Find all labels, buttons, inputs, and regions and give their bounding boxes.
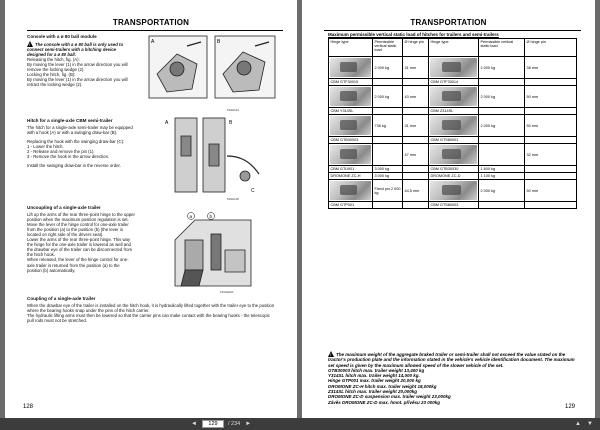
note-line: The maximum weight of the aggregate braked trailer or semi-trailer shall not exceed the value stated on the tractor's production plate and the information stated in the vehicle's vehicle identification document. The maximum set speed is given by the maximum allowed speed of the slower vehicle of the set. (328, 352, 575, 368)
ball-line: By moving the lever (1) in the arrow direction you will retract the locking wedge (2). (27, 77, 128, 88)
ball-hitch-figure (147, 34, 279, 106)
table-row (329, 57, 577, 79)
load-cell: 2 000 kg (373, 86, 403, 108)
pin-cell: 50 mm (525, 115, 577, 137)
right-page-title: TRANSPORTATION (410, 18, 487, 27)
hitch-photo (430, 145, 477, 164)
hitch-load-table (328, 38, 577, 209)
left-page-number: 128 (23, 404, 34, 410)
note-line: Z314SL hitch max. trailer weight 20,000kg (328, 389, 417, 395)
note-line: DROMONE ZC-H hitch max. trailer weight 18,000kg (328, 383, 437, 389)
note-line: Y314SL hitch max. trailer weight 14,000 kg. (328, 373, 420, 379)
svg-text:B: B (229, 120, 233, 126)
table-header-row (329, 39, 577, 57)
hinge-label: CBM GTF30014 (429, 79, 479, 86)
load-cell: 736 kg (373, 115, 403, 137)
next-page-icon[interactable]: ► (245, 421, 252, 427)
hitch-photo (430, 181, 477, 200)
uncoupling-heading: Uncoupling of a single-axle trailer (27, 205, 101, 210)
left-page (5, 0, 297, 418)
note-line: GTB30003 hitch max. trailer weight 13,400 kg (328, 367, 425, 373)
table-label-row (329, 108, 577, 115)
scroll-controls (574, 420, 594, 428)
hinge-label: CBM GTP001 (329, 202, 373, 209)
table-label-row (329, 202, 577, 209)
table-label-row (329, 79, 577, 86)
col-header: Permissible vertical static load (479, 39, 525, 57)
hinge-label: DROMONE ZC-H (329, 173, 373, 180)
left-title-rule (27, 30, 283, 31)
pin-cell: 32 mm (525, 144, 577, 166)
load-cell: 2 000 kg (479, 180, 525, 202)
cbm-heading: Hitch for a single-axle CBM semi-trailer (27, 118, 113, 123)
pin-cell: 50 mm (525, 86, 577, 108)
uncoupling-line: Lift up the arms of the rear three-point hinge to the upper position when the maximum position regulation is set. (27, 211, 135, 222)
hinge-label: DROMONE ZC-D (429, 173, 479, 180)
hinge-label: CBM GTU001 (329, 166, 373, 173)
load-cell: 1 100 kg (479, 173, 525, 180)
load-cell: 2 000 kg (479, 86, 525, 108)
load-cell: 2 000 kg (373, 57, 403, 79)
load-cell (479, 144, 525, 166)
col-header: Ø hinge pin (403, 39, 429, 57)
left-page-title: TRANSPORTATION (112, 18, 190, 27)
hitch-photo (430, 116, 477, 135)
ball-module-heading: Console with a ø 80 ball module (27, 34, 97, 39)
load-cell: 2 000 kg (479, 115, 525, 137)
cbm-fig-caption: 51NH105 (227, 197, 239, 201)
svg-text:b: b (209, 213, 213, 219)
viewer-toolbar (0, 418, 600, 430)
table-row (329, 115, 577, 137)
page-navigation (190, 420, 252, 428)
hinge-label: CBM GTS80001 (429, 137, 479, 144)
cbm-line: 1 - Lower the hitch. (27, 143, 64, 149)
load-cell: 1 600 kg (479, 166, 525, 173)
cbm-line: Install the swinging draw-bar in the reverse order. (27, 163, 121, 169)
hitch-photo (430, 87, 477, 106)
load-cell: 3 000 kg (373, 166, 403, 173)
table-label-row (329, 166, 577, 173)
col-header: Hinge type (329, 39, 373, 57)
pin-cell: 47 mm (403, 144, 429, 166)
hinge-label: CBM GTB30003 (329, 137, 373, 144)
coupling-line: The hydraulic lifting arms must then be lowered so that the carrier pins can make contact with the bearing hooks - the telescopic pull rods must not be stretched. (27, 312, 270, 323)
svg-text:A: A (165, 120, 169, 126)
note-line: Hinge GTP001 max. trailer weight 20,000 kg (328, 378, 421, 384)
hinge-label: CBM GTB30030 (429, 166, 479, 173)
hitch-photo (330, 58, 371, 77)
fig-label-a: A (151, 39, 155, 45)
cbm-line: 3 - Remove the hook in the arrow direction. (27, 154, 110, 160)
table-row (329, 144, 577, 166)
fig-label-b: B (217, 39, 221, 45)
table-caption: Maximum permissible vertical static load of hitches for trailers and semi-trailers (328, 32, 499, 37)
table-label-row (329, 137, 577, 144)
coupling-section (27, 296, 277, 323)
pin-cell: 31 mm (403, 57, 429, 79)
svg-text:C: C (251, 188, 255, 194)
scroll-down-icon[interactable]: ▼ (587, 421, 593, 427)
ball-fig-caption: 51NH104 (227, 108, 239, 112)
cbm-line: 2 - Release and remove the pin (1). (27, 148, 95, 154)
page-total: / 234 (228, 421, 241, 427)
pin-cell: 44,5 mm (403, 180, 429, 202)
hitch-photo (330, 181, 371, 200)
right-title-rule (324, 30, 581, 31)
coupling-heading: Coupling of a single-axle trailer (27, 296, 96, 301)
coupling-line: When the drawbar eye of the trailer is installed on the hitch hook, it is hydraulically lifted together with the trailer eye to the position where the bearing hooks snap under the pins of the hitch carrier. (27, 302, 275, 313)
hinge-label: CBM Z314SL (429, 108, 479, 115)
col-header: Hinge type (429, 39, 479, 57)
note-line: Závěs DROMONE ZC-D max. hmot. přívěsu 23 000kg (328, 399, 441, 405)
cbm-line: Replacing the hook with the swinging draw-bar (C): (27, 138, 125, 144)
table-label-row (329, 173, 577, 180)
svg-text:a: a (189, 213, 193, 219)
ball-line: By moving the lever (1) in the arrow direction you will remove the locking wedge (2). (27, 61, 128, 73)
scroll-up-icon[interactable]: ▲ (575, 421, 581, 427)
hinge-label: CBM GTF30015 (329, 79, 373, 86)
pin-cell: 43 mm (403, 86, 429, 108)
cbm-section (27, 118, 135, 168)
right-page (302, 0, 595, 418)
table-row (329, 86, 577, 108)
ball-module-section (27, 34, 135, 87)
warning-icon (328, 351, 334, 357)
page-number-input[interactable] (202, 420, 224, 428)
uncoupling-section (27, 205, 135, 273)
load-cell: Fixed pin 2 000 kg (373, 180, 403, 202)
hinge-label: CBM Y314SL (329, 108, 373, 115)
prev-page-icon[interactable]: ◄ (191, 421, 197, 427)
cbm-hitch-figure (155, 116, 265, 196)
uncoupling-figure (155, 210, 271, 288)
note-line: DROMONE ZC-D suspension max. trailer weight 23,000kg (328, 394, 451, 400)
max-weight-note (328, 351, 578, 405)
cbm-line: The hitch for a single-axle semi-trailer may be equipped with a hook (A) or with a swinging draw-bar (B). (27, 124, 133, 135)
pin-cell: 31 mm (403, 115, 429, 137)
load-cell (373, 144, 403, 166)
table-row (329, 180, 577, 202)
load-cell: 2 000 kg (479, 57, 525, 79)
right-page-number: 129 (564, 404, 575, 410)
ball-line: Releasing the hitch, fig. (A): (27, 56, 80, 62)
warning-icon (27, 41, 33, 47)
load-cell: 3 000 kg (373, 173, 403, 180)
col-header: Ø hinge pin (525, 39, 577, 57)
hitch-photo (330, 87, 371, 106)
uncoupling-fig-caption: F01NH102 (220, 290, 234, 294)
hitch-photo (430, 58, 477, 77)
ball-line: Locking the hitch, fig. (B): (27, 72, 76, 78)
ball-module-warning: The console with a ø 80 ball is only used to connect semi-trailers with a hitching device designed for a ø 80 ball. (27, 41, 124, 57)
uncoupling-line: Lower the arms of the rear three-point hinge. This way the hinge for the one-axle trailer is lowered as well and the drawbar eye of the trailer can be disconnected from the hitch hook. (27, 237, 133, 258)
pin-cell: 38 mm (525, 57, 577, 79)
hitch-photo (330, 116, 371, 135)
pin-cell: 50 mm (525, 180, 577, 202)
col-header: Permissible vertical static load (373, 39, 403, 57)
uncoupling-line: Move the lever of the hinge control for one-axle trailer from the position (a) to the position (b) (the lever is located on right side of the drivers seat). (27, 221, 129, 237)
hinge-label: CBM GTS80003 (429, 202, 479, 209)
hitch-photo (330, 145, 371, 164)
uncoupling-line: When released, the lever of the hinge control for one-axle trailer is returned from the position (a) to the position (b) automatically. (27, 257, 129, 273)
